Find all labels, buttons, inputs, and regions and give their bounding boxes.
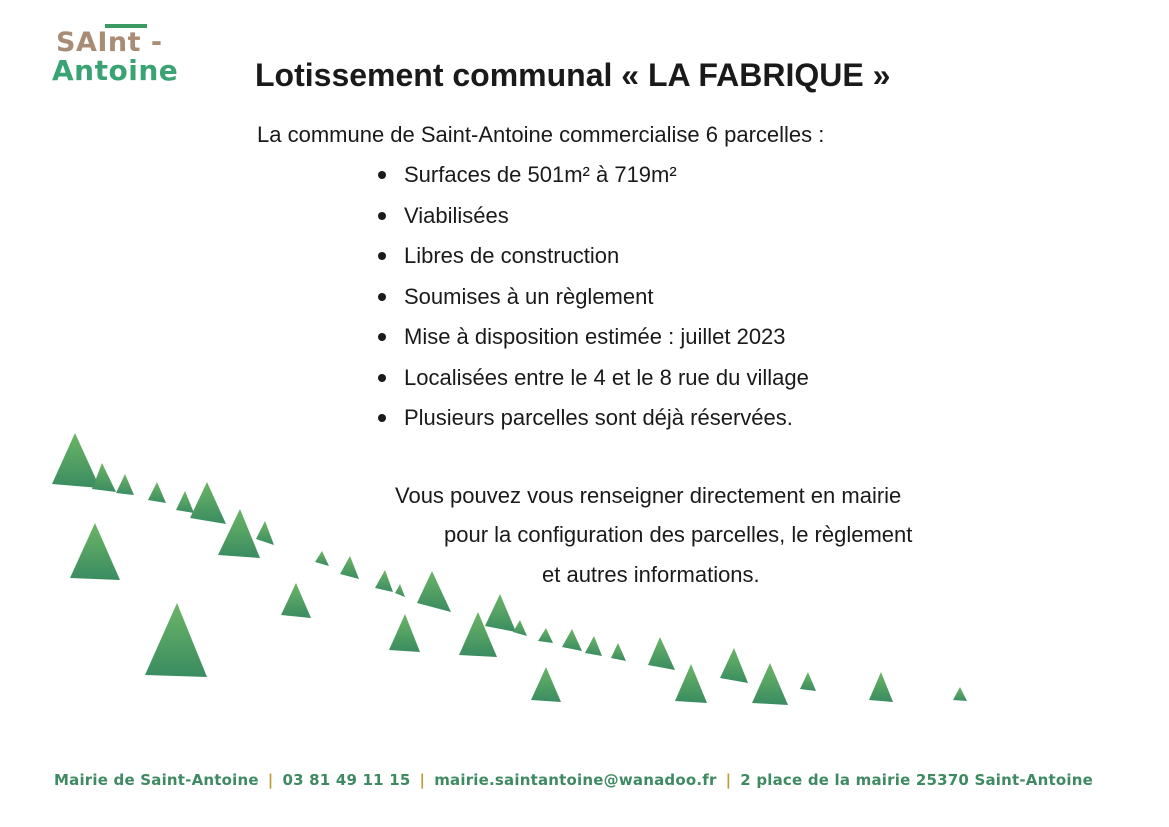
- tree-icon: [145, 603, 207, 677]
- info-line-2: pour la configuration des parcelles, le règlement: [444, 522, 913, 547]
- tree-icon: [800, 672, 816, 691]
- tree-icon: [116, 474, 134, 495]
- tree-icon: [648, 637, 675, 670]
- intro-text: La commune de Saint-Antoine commercialise 6 parcelles :: [257, 122, 825, 147]
- tree-icon: [315, 551, 329, 566]
- feature-item: Localisées entre le 4 et le 8 rue du village: [378, 363, 809, 404]
- footer-contact: Mairie de Saint-Antoine | 03 81 49 11 15 | mairie.saintantoine@wanadoo.fr | 2 place de la mairie 25370 Saint-Antoine: [54, 771, 1093, 789]
- tree-icon: [148, 482, 166, 503]
- tree-icon: [720, 648, 748, 683]
- feature-list: [378, 160, 809, 444]
- footer-email[interactable]: mairie.saintantoine@wanadoo.fr: [434, 771, 717, 789]
- feature-item: Plusieurs parcelles sont déjà réservées.: [378, 403, 809, 444]
- tree-icon: [395, 584, 405, 597]
- tree-icon: [417, 571, 451, 612]
- footer-address: 2 place de la mairie 25370 Saint-Antoine: [740, 771, 1093, 789]
- feature-item: Soumises à un règlement: [378, 282, 809, 323]
- tree-icon: [256, 521, 274, 545]
- info-line-1: Vous pouvez vous renseigner directement en mairie: [395, 483, 902, 508]
- tree-icon: [531, 667, 561, 702]
- tree-icon: [176, 491, 194, 513]
- tree-icon: [485, 594, 516, 632]
- feature-item: Surfaces de 501m² à 719m²: [378, 160, 809, 201]
- tree-icon: [562, 629, 582, 651]
- page-title: Lotissement communal « LA FABRIQUE »: [255, 57, 891, 93]
- tree-icon: [281, 583, 311, 618]
- logo-line-1: SAInt -: [56, 27, 163, 58]
- tree-icon: [52, 433, 100, 488]
- tree-icon: [869, 672, 893, 702]
- tree-icon: [675, 664, 707, 703]
- tree-icon: [538, 628, 553, 643]
- feature-item: Viabilisées: [378, 201, 809, 242]
- info-line-3: et autres informations.: [542, 562, 760, 587]
- tree-icon: [389, 614, 420, 652]
- tree-icon: [513, 620, 527, 636]
- logo-line-2: Antoine: [52, 54, 179, 87]
- tree-icon: [92, 463, 116, 492]
- tree-icon: [70, 523, 120, 580]
- saint-antoine-logo: [52, 24, 212, 94]
- feature-item: Mise à disposition estimée : juillet 2023: [378, 322, 809, 363]
- tree-illustration: [0, 420, 1169, 720]
- tree-icon: [585, 636, 602, 656]
- tree-icon: [375, 570, 393, 592]
- tree-icon: [611, 643, 626, 661]
- tree-icon: [190, 482, 226, 524]
- tree-icon: [752, 663, 788, 705]
- tree-icon: [953, 687, 967, 701]
- tree-icon: [340, 556, 359, 579]
- tree-icon: [218, 509, 260, 558]
- footer-phone[interactable]: 03 81 49 11 15: [282, 771, 411, 789]
- feature-item: Libres de construction: [378, 241, 809, 282]
- footer-mairie-name: Mairie de Saint-Antoine: [54, 771, 259, 789]
